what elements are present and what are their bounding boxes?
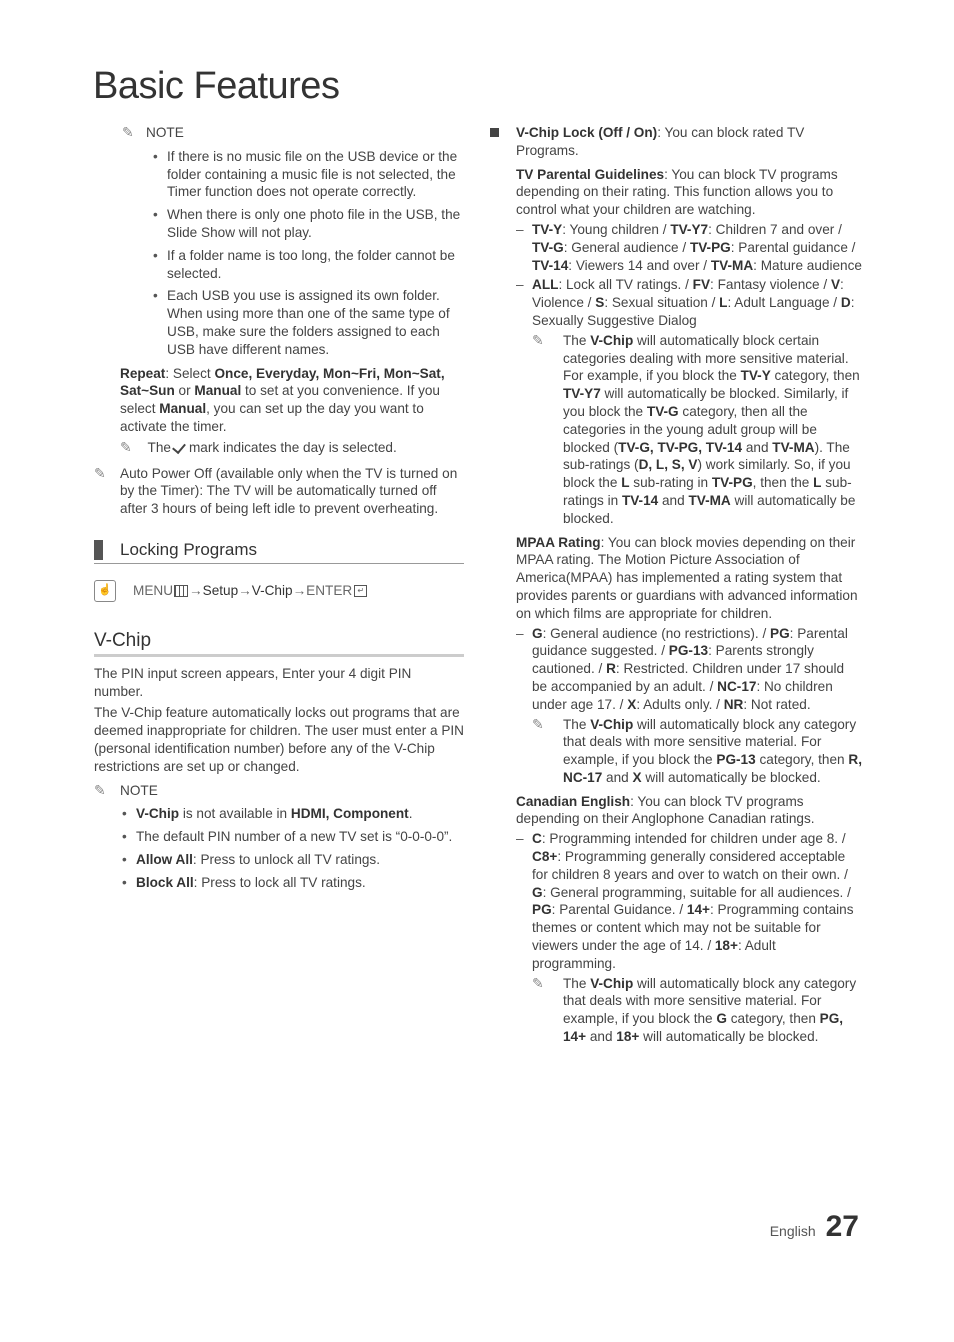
text: : Lock all TV ratings. / [558,277,693,293]
pencil-icon: ✎ [122,124,134,140]
bold-text: V-Chip [590,975,634,991]
list-item: • If there is no music file on the USB device or the folder containing a music file is not selected, the Timer function does not operate correctly. [149,148,464,201]
text: category, then [755,752,849,768]
repeat-options: Once, Everyday, Mon~Fri, Mon~Sat, Sat~Sun [120,365,445,399]
pencil-icon: ✎ [532,974,544,991]
text: is not available in [179,806,291,822]
text: The [147,439,171,455]
content-ratings-list: – ALL: Lock all TV ratings. / FV: Fantasy violence / V: Violence / S: Sexual situation / L: Adult Language / D: Sexually Suggestive Dialog [516,277,855,328]
list-item [118,805,464,823]
bold-text: G [716,1011,727,1027]
pencil-icon: ✎ [532,715,544,732]
text: ). The sub-ratings ( [563,439,850,473]
arrow: → [238,583,252,599]
bold-text: V-Chip [136,806,180,822]
text: : Parental guidance suggested. / [532,625,848,659]
bold-text: R, NC-17 [563,752,862,785]
bold-text: L [621,475,630,491]
text: . [408,806,413,822]
text: : Restricted. Children under 17 should be accompanied by an adult. / [532,661,845,694]
bold-text: Block All [136,874,194,890]
bold-text: PG-13 [668,643,709,659]
list-item [118,874,464,892]
bold-text: MPAA Rating [516,534,601,550]
text: will automatically be blocked. [563,492,856,526]
bold-text: 14+ [686,902,710,918]
bold-text: HDMI, Component [290,806,409,822]
bold-text: R [606,661,616,677]
bold-text: 18+ [616,1029,640,1045]
text: : General audience / [563,239,690,255]
arrow: → [189,583,203,599]
section-header [94,540,464,564]
text: : Viewers 14 and over / [568,257,711,273]
menu-icon [174,585,188,597]
text: will automatically block certain categories dealing with more sensitive material. For example, if you block the [563,332,849,384]
left-column [94,124,464,897]
bold-text: G [532,625,543,641]
bold-text: PG [770,625,790,641]
bold-text: V-Chip [590,716,634,732]
bold-text: TV-Y7 [670,221,709,237]
text: and [586,1029,617,1045]
menu-label: MENU [133,583,174,599]
bold-text: C [532,831,542,847]
canadian-note [532,975,862,1046]
text: : Press to unlock all TV ratings. [192,851,381,867]
text: mark indicates the day is selected. [188,439,397,455]
checkmark-icon [172,440,186,454]
text: and [658,492,689,508]
tv-ratings-note [532,332,862,528]
pencil-icon: ✎ [532,331,544,348]
manual-label: Manual [159,401,207,417]
enter-icon: ↵ [354,585,367,597]
bold-text: D, L, S, V [638,457,698,473]
bold-text: X [627,696,637,712]
bold-text: TV-Y [740,368,771,384]
bold-text: V [830,277,841,293]
bold-text: TV-MA [772,439,815,455]
text: : You can block rated TV Programs. [516,125,805,158]
bold-text: 18+ [714,938,738,954]
bold-text: TV-G, TV-PG, TV-14 [618,439,743,455]
bold-text: TV-Y [532,221,563,237]
text: : You can block movies depending on their MPAA rating. The Motion Picture Association of America(MPAA) has implemented a rating system that provides parents or guardians with advanced information on which films are appropriate for children. [516,534,858,621]
pencil-icon: ✎ [94,464,106,481]
text: : Programming contains themes or content which may not be suitable for viewers under the age of 14. / [532,902,854,954]
bold-text: Canadian English [516,793,631,809]
bold-text: L [719,295,728,311]
text: category, then all the categories in the young adult group will be blocked ( [563,403,817,455]
vchip-note-list [118,805,464,891]
bold-text: V-Chip [590,332,634,348]
arrow: → [292,583,307,599]
bold-text: PG, 14+ [563,1011,844,1045]
vchip-paragraph-2: The V-Chip feature automatically locks out programs that are deemed inappropriate for children. The user must enter a PIN (personal identification number) before any of the V-Chip restrictions are set up or changed. [94,705,464,774]
text: : Not rated. [743,696,811,712]
vchip-paragraph-1: The PIN input screen appears, Enter your 4 digit PIN number. [94,665,412,699]
language-label: English [769,1223,816,1239]
text: : Violence / [532,277,844,311]
text: category, then [726,1011,820,1027]
list-item: • The default PIN number of a new TV set is “0-0-0-0”. [118,828,464,846]
text: : Young children / [562,221,671,237]
bold-text: ALL [532,277,559,293]
auto-power-off-note [94,465,464,518]
bold-text: PG-13 [716,752,756,768]
page-footer [769,1210,859,1243]
text: : No children under age 17. / [532,678,833,712]
text: or [174,383,195,399]
bold-text: TV-Y7 [563,386,601,402]
text: ) work similarly. So, if you block the [563,457,851,491]
bold-text: TV Parental Guidelines [516,166,665,182]
vchip-heading: V-Chip [94,632,464,657]
text: : Sexual situation / [604,295,720,311]
repeat-paragraph [94,365,464,436]
text: : Press to lock all TV ratings. [193,874,366,890]
bold-text: PG [532,902,552,918]
text: : Programming intended for children under age 8. / [541,831,846,847]
text: and [602,769,633,785]
text: to set at you convenience. If you select [120,383,440,417]
text: Auto Power Off (available only when the TV is turned on by the Timer): The TV will be automatically turned off after 3 hours of being left idle to prevent overheating. [120,465,458,517]
bold-text: TV-14 [532,257,569,273]
list-item [118,851,464,869]
page-title: Basic Features [93,65,340,107]
text: and [742,439,773,455]
list-item: • If a folder name is too long, the folder cannot be selected. [149,247,464,283]
bold-text: D [840,295,851,311]
text: sub-rating in [629,475,712,491]
text: : Adult Language / [727,295,841,311]
mpaa-ratings-list: – G: General audience (no restrictions). / PG: Parental guidance suggested. / PG-13: Parents strongly cautioned. / R: Restricted. Children under 17 should be accompanied by an adult. / NC-17: No children under age 17. / X: Adults only. / NR: Not rated. [516,625,848,712]
bold-text: G [532,884,543,900]
right-column [490,124,862,1046]
bold-text: NR [723,696,744,712]
section-marker [94,540,103,560]
bold-text: TV-PG [711,475,753,491]
text: The [563,975,591,991]
bold-text: Allow All [136,851,193,867]
remote-hand-icon: ☝ [94,580,116,602]
text: : Parental Guidance. / [551,902,687,918]
vchip-label: V-Chip [251,583,293,599]
bold-text: L [813,475,822,491]
bold-text: TV-G [532,239,564,255]
text: will automatically block any category that deals with more sensitive material. For example, if you block the [563,975,857,1027]
usb-note [94,124,464,359]
text: : Parental guidance / [730,239,856,255]
list-item: • Each USB you use is assigned its own folder. When using more than one of the same type of USB, make sure the folders assigned to each USB have different names. [149,287,464,358]
setup-label: Setup [202,583,239,599]
tv-ratings-list: – TV-Y: Young children / TV-Y7: Children 7 and over / TV-G: General audience / TV-PG: Parental guidance / TV-14: Viewers 14 and over / TV-MA: Mature audience [516,221,862,273]
bold-text: V-Chip Lock (Off / On) [516,125,658,140]
text: , you can set up the day you want to activate the timer. [120,401,424,434]
text: : General programming, suitable for all audiences. / [542,884,851,900]
text: : Programming generally considered acceptable for children 8 years and over to watch on their own. / [532,849,848,882]
check-note [94,439,464,457]
bold-text: FV [692,277,711,293]
bold-text: TV-PG [689,239,731,255]
text: : Sexually Suggestive Dialog [532,295,855,328]
pencil-icon: ✎ [120,438,132,455]
text: : General audience (no restrictions). / [542,625,771,641]
text: will automatically block any category that deals with more sensitive material. For example, if you block the [563,716,857,768]
text: will automatically be blocked. [639,1029,819,1045]
text: : Children 7 and over / [708,221,842,237]
text: : You can block TV programs depending on their Anglophone Canadian ratings. [516,793,815,827]
list-item: • When there is only one photo file in the USB, the Slide Show will not play. [149,206,464,242]
note-label: NOTE [120,782,158,798]
bold-text: TV-14 [621,492,659,508]
text: sub-ratings in [563,475,852,508]
text: : Select [165,365,215,381]
text: : Fantasy violence / [710,277,831,293]
text: : Parents strongly cautioned. / [532,643,814,677]
text: will automatically be blocked. [641,769,821,785]
bold-text: NC-17 [717,678,757,694]
canadian-ratings-list: – C: Programming intended for children under age 8. / C8+: Programming generally considered acceptable for children 8 years and over to watch on their own. / G: General programming, suitable for all audiences. / PG: Parental Guidance. / 14+: Programming contains themes or content which may not be suitable for viewers under the age of 14. / 18+: Adult programming. [516,831,854,971]
text: category, then [770,368,860,384]
text: : Mature audience [753,257,862,273]
enter-label: ENTER [306,583,353,599]
text: : You can block TV programs depending on their rating. This function allows you to control what your children are watching. [516,166,838,218]
vchip-note-header [94,782,464,800]
text: The [563,716,591,732]
text: : Adults only. / [636,696,724,712]
bold-text: S [595,295,605,311]
pencil-icon: ✎ [94,781,106,798]
mpaa-paragraph [516,534,862,623]
square-bullet-icon [490,124,516,1046]
bold-text: TV-MA [710,257,754,273]
vchip-lock-item [490,124,862,1046]
text: , then the [752,475,814,491]
bold-text: C8+ [532,849,558,865]
bold-text: X [632,769,642,785]
page-number: 27 [825,1210,859,1243]
mpaa-note [532,716,862,787]
note-label: NOTE [146,125,184,140]
text: : Adult programming. [532,938,776,971]
bold-text: TV-MA [688,492,731,508]
repeat-label: Repeat [120,365,166,381]
section-title: Locking Programs [120,540,258,560]
text: The [563,332,591,348]
manual-label: Manual [194,383,242,399]
menu-path [94,580,464,602]
text: will automatically be blocked. Similarly, if you block the [563,386,849,419]
canadian-paragraph [516,793,862,829]
bold-text: TV-G [646,403,679,419]
